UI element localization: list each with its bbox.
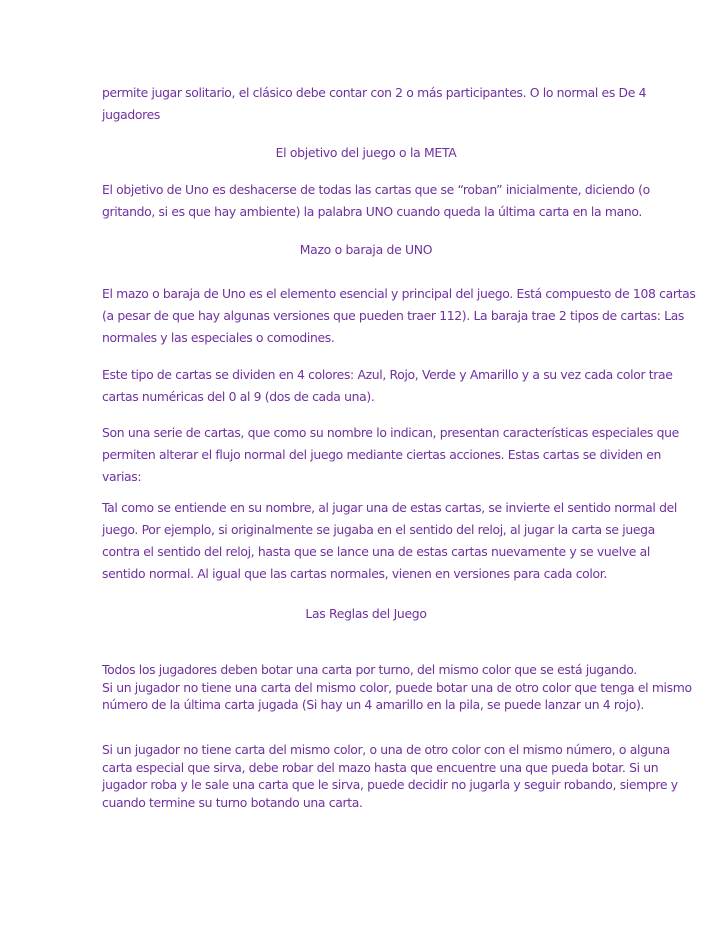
text-line: Este tipo de cartas se dividen en 4 colores: Azul, Rojo, Verde y Amarillo y a su vez cada color trae: [102, 367, 673, 382]
text-line: cartas numéricas del 0 al 9 (dos de cada una).: [102, 389, 375, 404]
text-line: jugador roba y le sale una carta que le sirva, puede decidir no jugarla y seguir robando, siempre y: [102, 777, 678, 792]
text-line: Tal como se entiende en su nombre, al jugar una de estas cartas, se invierte el sentido normal del: [102, 500, 677, 515]
heading-objetivo: El objetivo del juego o la META: [275, 145, 457, 160]
especiales-paragraph: [102, 422, 679, 488]
objetivo-paragraph: [102, 179, 650, 223]
text-line: permiten alterar el flujo normal del juego mediante ciertas acciones. Estas cartas se dividen en: [102, 447, 662, 462]
colores-paragraph: [102, 364, 673, 408]
text-line: (a pesar de que hay algunas versiones que pueden traer 112). La baraja trae 2 tipos de cartas: Las: [102, 308, 685, 323]
text-line: El objetivo de Uno es deshacerse de todas las cartas que se “roban” inicialmente, diciendo (o: [102, 182, 650, 197]
intro-paragraph: [102, 82, 647, 126]
heading-reglas: Las Reglas del Juego: [305, 606, 427, 621]
text-line: Si un jugador no tiene una carta del mismo color, puede botar una de otro color que tenga el mismo: [102, 679, 692, 695]
text-line: gritando, si es que hay ambiente) la palabra UNO cuando queda la última carta en la mano.: [102, 204, 642, 219]
text-line: número de la última carta jugada (Si hay un 4 amarillo en la pila, se puede lanzar un 4 rojo).: [102, 697, 645, 712]
text-line: Si un jugador no tiene carta del mismo color, o una de otro color con el mismo número, o alguna: [102, 742, 670, 757]
text-line: cuando termine su turno botando una carta.: [102, 794, 363, 810]
text-line: jugadores: [102, 107, 160, 122]
text-line: juego. Por ejemplo, si originalmente se jugaba en el sentido del reloj, al jugar la carta se juega: [102, 522, 655, 537]
text-line: normales y las especiales o comodines.: [102, 330, 335, 345]
reglas-paragraph-1: [102, 661, 692, 714]
reglas-paragraph-2: [102, 741, 678, 811]
text-line: varias:: [102, 469, 142, 484]
mazo-paragraph: [102, 283, 696, 349]
heading-mazo: Mazo o baraja de UNO: [299, 242, 433, 257]
reversa-paragraph: [102, 497, 677, 585]
text-line: Son una serie de cartas, que como su nombre lo indican, presentan características especiales que: [102, 425, 679, 440]
text-line: carta especial que sirva, debe robar del mazo hasta que encuentre una que pueda botar. Si un: [102, 759, 659, 775]
text-line: permite jugar solitario, el clásico debe contar con 2 o más participantes. O lo normal es De 4: [102, 85, 647, 100]
text-line: sentido normal. Al igual que las cartas normales, vienen en versiones para cada color.: [102, 566, 607, 581]
text-line: Todos los jugadores deben botar una carta por turno, del mismo color que se está jugando.: [102, 662, 637, 677]
text-line: contra el sentido del reloj, hasta que se lance una de estas cartas nuevamente y se vuelve al: [102, 544, 650, 559]
text-line: El mazo o baraja de Uno es el elemento esencial y principal del juego. Está compuesto de 108 cartas: [102, 286, 696, 301]
